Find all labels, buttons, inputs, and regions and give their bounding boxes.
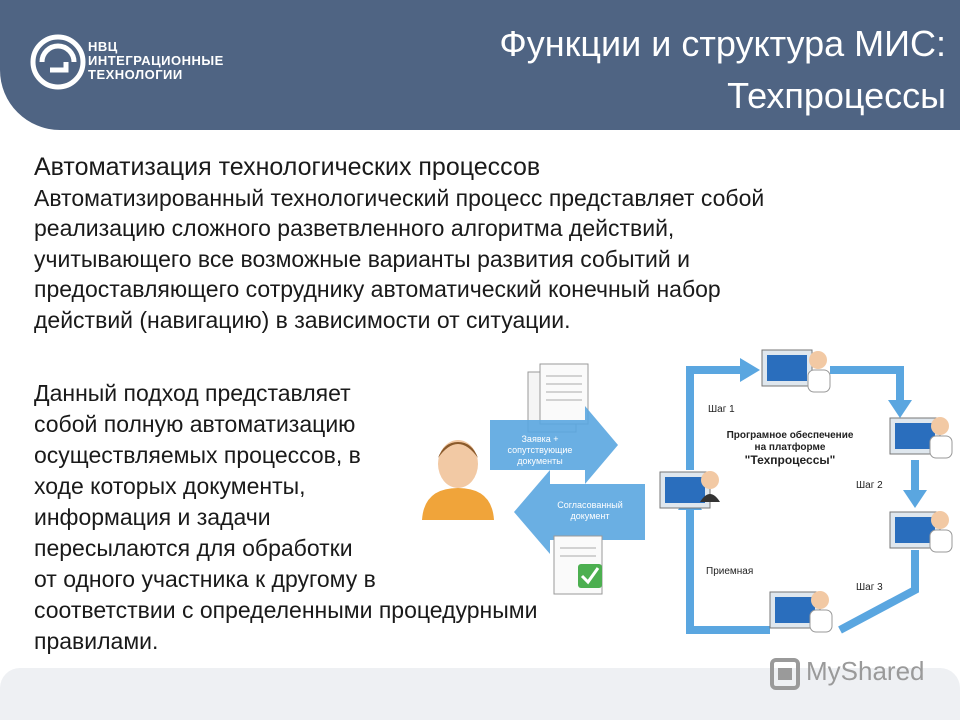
arrow-top-label-1: Заявка + [521, 434, 559, 444]
title-line-1: Функции и структура МИС: [499, 23, 946, 64]
watermark-text: MyShared [806, 656, 925, 686]
arrow-top-label-2: сопутствующие [507, 445, 573, 455]
paragraph2-line: от одного участника к другому в [34, 566, 376, 592]
arrow-bottom-label-1: Согласованный [557, 500, 623, 510]
company-logo-text [88, 40, 224, 82]
logo-line-1: НВЦ [88, 39, 118, 54]
page-title [499, 18, 946, 122]
paragraph1-line: учитывающего все возможные варианты развития событий и [34, 245, 690, 272]
logo-line-3: ТЕХНОЛОГИИ [88, 67, 183, 82]
paragraph2-line: правилами. [34, 628, 159, 654]
paragraph1-line: действий (навигацию) в зависимости от ситуации. [34, 306, 571, 333]
paragraph1-line: Автоматизированный технологический процесс представляет собой [34, 184, 765, 211]
reception-label: Приемная [706, 566, 754, 577]
paragraph2-line: ходе которых документы, [34, 473, 306, 499]
center-label-3: "Техпроцессы" [744, 453, 836, 467]
workstation-icon [890, 511, 952, 552]
step2-label: Шаг 2 [856, 480, 883, 491]
main-text [34, 152, 894, 335]
workstation-icon [890, 417, 952, 458]
reception-workstation-icon [660, 471, 720, 508]
title-line-2: Техпроцессы [727, 75, 946, 116]
workstation-icon [762, 350, 830, 392]
approved-document-icon [554, 536, 602, 594]
paragraph1-line: реализацию сложного разветвленного алгоритма действий, [34, 215, 675, 241]
arrow-bottom-label-2: документ [570, 511, 610, 521]
center-label-1: Програмное обеспечение [726, 430, 854, 441]
workstation-icon [770, 591, 832, 632]
paragraph1-line: предоставляющего сотруднику автоматический конечный набор [34, 276, 721, 302]
step1-label: Шаг 1 [708, 404, 735, 415]
user-avatar-icon [422, 440, 494, 520]
paragraph2-line: информация и задачи [34, 504, 271, 530]
section-heading: Автоматизация технологических процессов [34, 153, 541, 181]
paragraph2-line: Данный подход представляет [34, 380, 351, 406]
center-label-2: на платформе [754, 442, 826, 453]
paragraph2-line: соответствии с определенными процедурными [34, 597, 538, 623]
workflow-cycle-diagram [650, 340, 955, 660]
paragraph2-line: пересылаются для обработки [34, 535, 353, 561]
arrow-top-label-3: документы [517, 456, 563, 466]
arrow-head-icon [903, 490, 927, 508]
arrow-head-icon [888, 400, 912, 418]
document-flow-diagram [410, 360, 660, 600]
arrow-head-icon [740, 358, 760, 382]
logo-line-2: ИНТЕГРАЦИОННЫЕ [88, 53, 224, 68]
paragraph2-line: собой полную автоматизацию [34, 411, 356, 437]
paragraph2-line: осуществляемых процессов, в [34, 442, 361, 468]
step3-label: Шаг 3 [856, 582, 883, 593]
